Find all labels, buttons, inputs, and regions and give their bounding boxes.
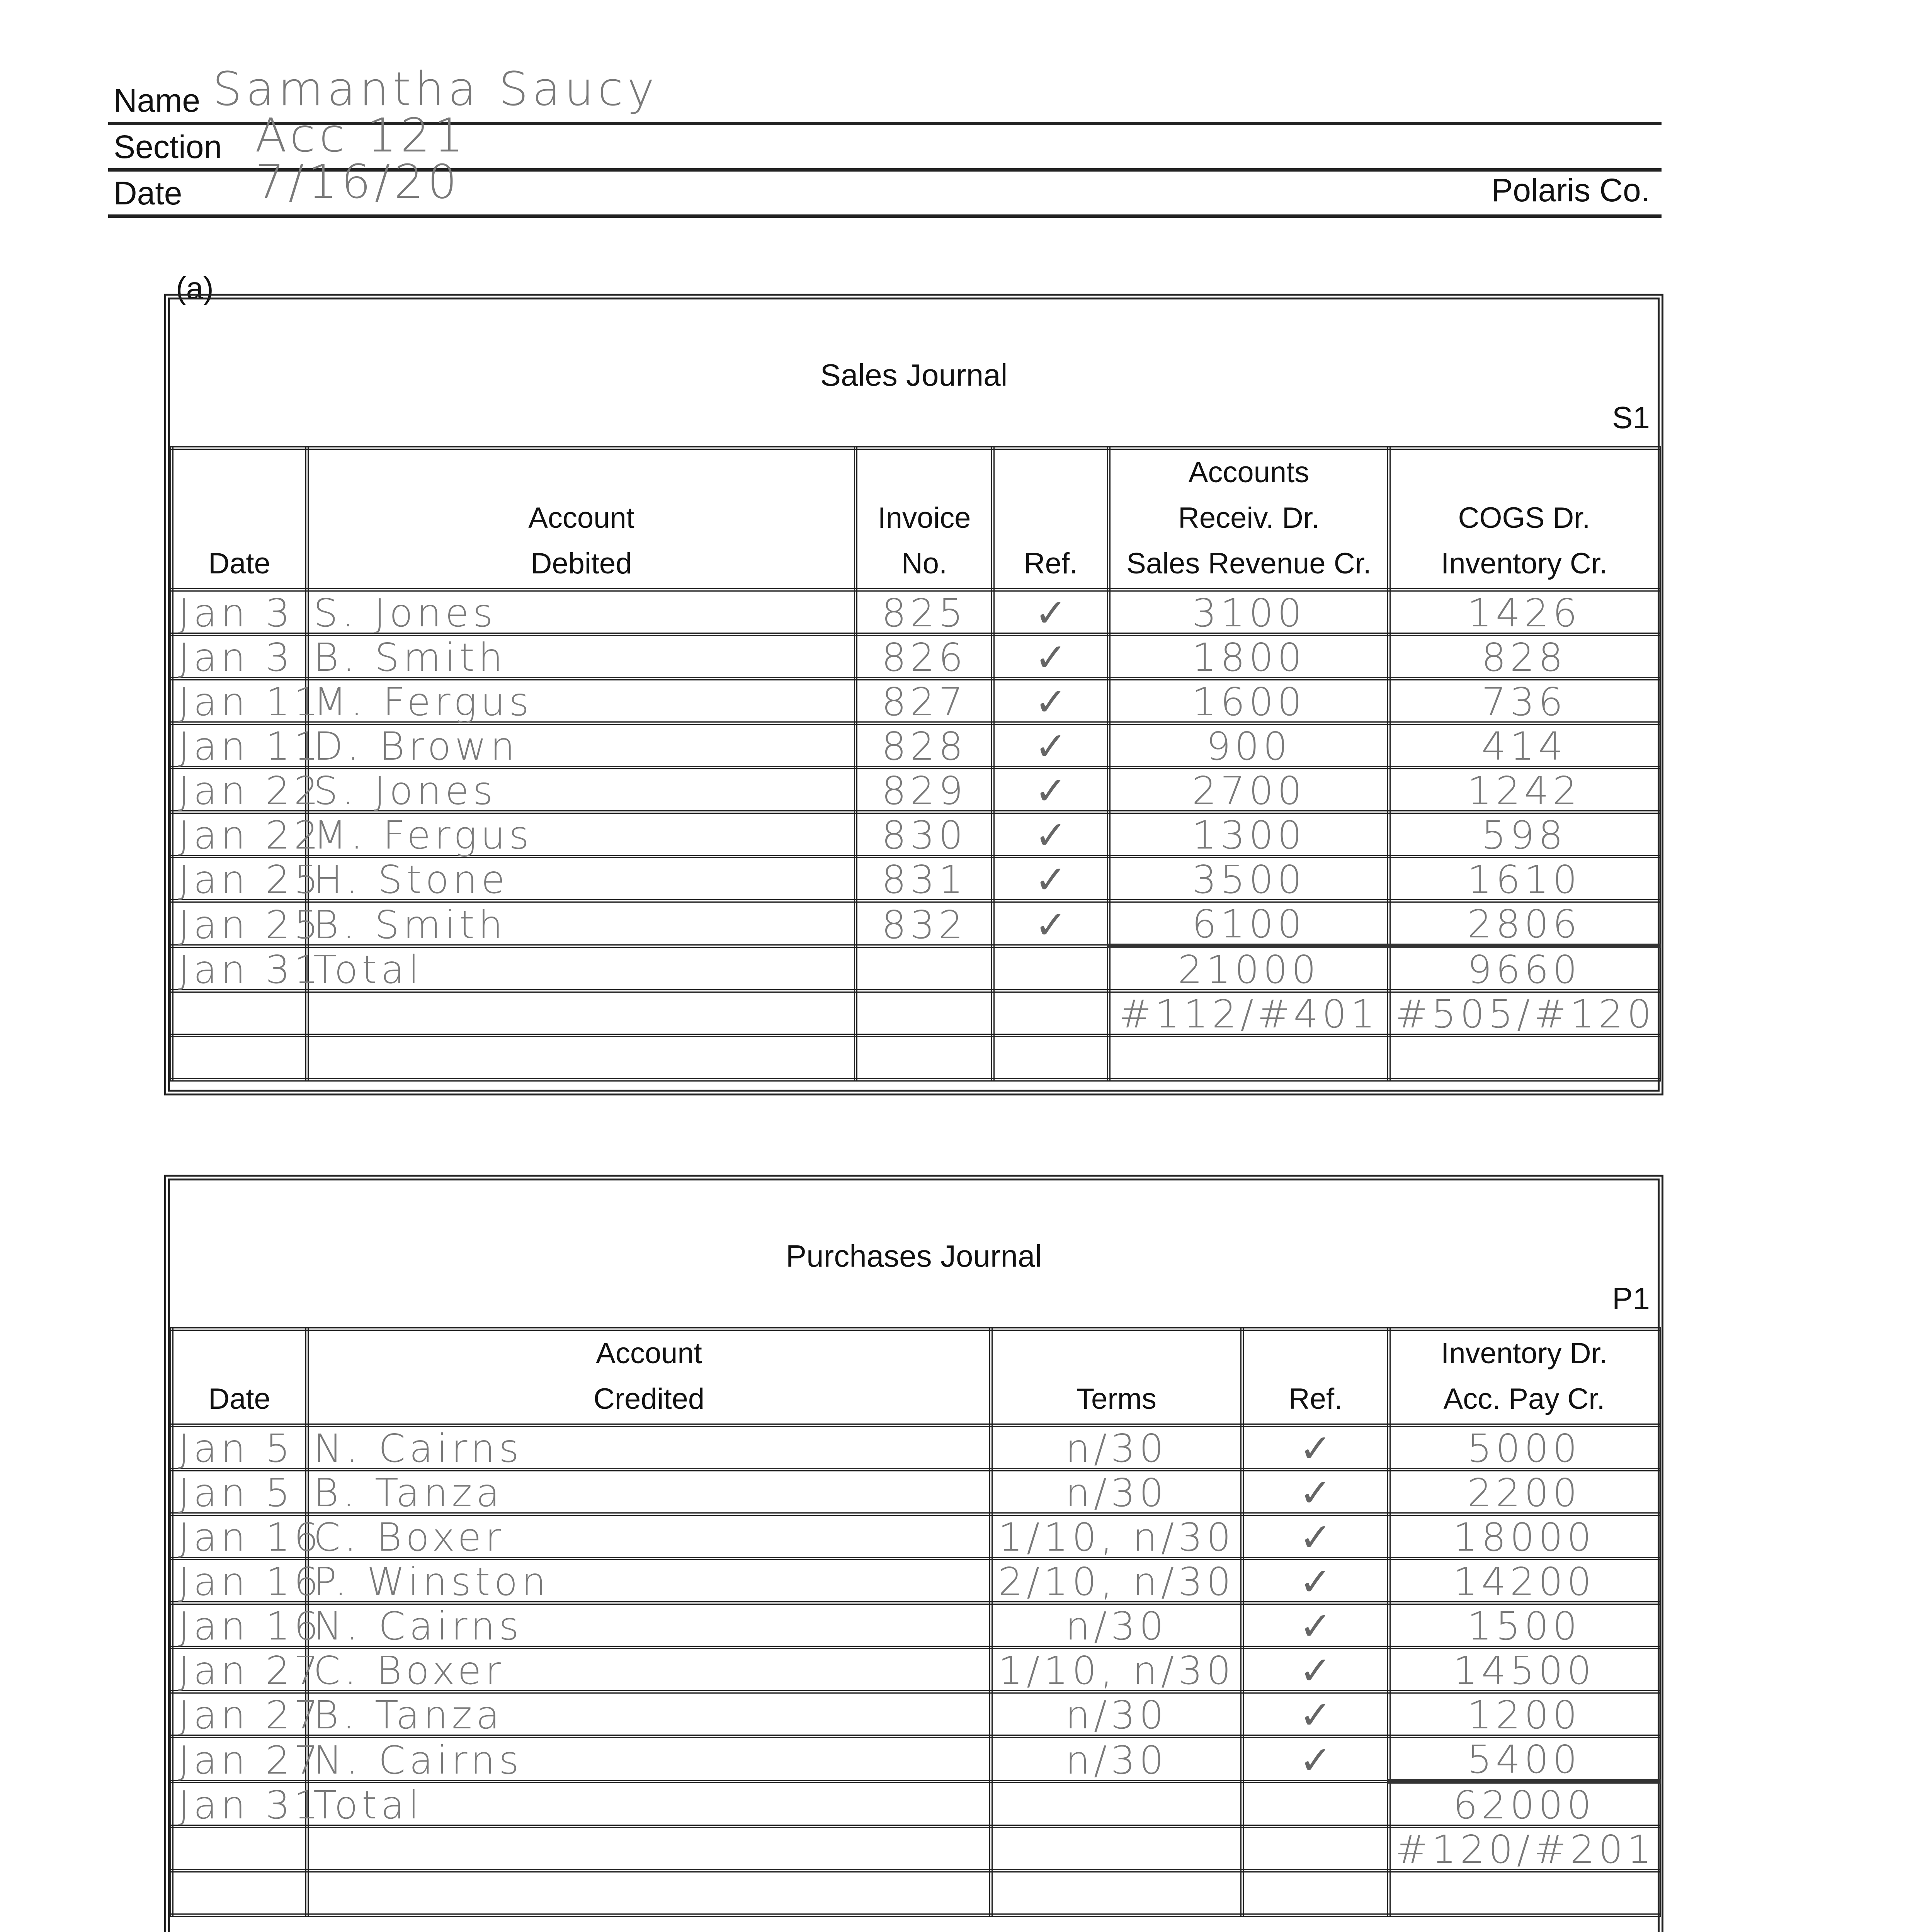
terms-cell — [991, 1781, 1242, 1827]
inventory-amount-cell: 14500 — [1389, 1648, 1660, 1692]
sales-journal-header-row — [172, 448, 1660, 590]
header-invoice-no: Invoice No. — [856, 448, 993, 590]
date-cell: Jan 16 — [172, 1559, 307, 1603]
journal-row — [172, 857, 1660, 901]
ar-amount-cell: #112/#401 — [1109, 991, 1389, 1036]
date-cell: Jan 5 — [172, 1425, 307, 1470]
date-cell: Jan 25 — [172, 857, 307, 901]
cogs-amount-cell: 414 — [1389, 723, 1660, 768]
cogs-amount-cell: 9660 — [1389, 946, 1660, 991]
account-cell: Total — [307, 946, 856, 991]
ref-check-cell: ✓ — [993, 812, 1109, 857]
account-cell: H. Stone — [307, 857, 856, 901]
header-ref: Ref. — [993, 448, 1109, 590]
header-accounts-receivable: Accounts Receiv. Dr. Sales Revenue Cr. — [1109, 448, 1389, 590]
ar-amount-cell — [1109, 1036, 1389, 1080]
account-cell: N. Cairns — [307, 1603, 991, 1648]
account-cell: B. Smith — [307, 634, 856, 679]
invoice-cell: 829 — [856, 768, 993, 812]
sales-journal-title: Sales Journal — [820, 358, 1008, 392]
account-cell: N. Cairns — [307, 1425, 991, 1470]
section-value: Acc 121 — [255, 109, 468, 163]
name-value: Samantha Saucy — [213, 63, 658, 116]
terms-cell: n/30 — [991, 1470, 1242, 1514]
header-cogs: COGS Dr. Inventory Cr. — [1389, 448, 1660, 590]
inventory-amount-cell — [1389, 1871, 1660, 1915]
cogs-amount-cell: 828 — [1389, 634, 1660, 679]
header-inventory-payable: Inventory Dr. Acc. Pay Cr. — [1389, 1329, 1660, 1425]
terms-cell: 1/10, n/30 — [991, 1648, 1242, 1692]
terms-cell: n/30 — [991, 1736, 1242, 1782]
header-terms: Terms — [991, 1329, 1242, 1425]
invoice-cell — [856, 991, 993, 1036]
sales-journal-code: S1 — [1612, 400, 1650, 435]
journal-row — [172, 1692, 1660, 1736]
invoice-cell — [856, 946, 993, 991]
ref-check-cell — [993, 1036, 1109, 1080]
ref-check-cell: ✓ — [993, 679, 1109, 723]
date-label: Date — [114, 175, 182, 211]
ar-amount-cell: 21000 — [1109, 946, 1389, 991]
date-cell — [172, 1871, 307, 1915]
purchases-journal-code: P1 — [1612, 1281, 1650, 1316]
ar-amount-cell: 3500 — [1109, 857, 1389, 901]
date-cell: Jan 22 — [172, 768, 307, 812]
terms-cell — [991, 1871, 1242, 1915]
date-cell: Jan 3 — [172, 634, 307, 679]
journal-row — [172, 1871, 1660, 1915]
ar-amount-cell: 1600 — [1109, 679, 1389, 723]
purchases-journal-title: Purchases Journal — [786, 1239, 1042, 1273]
date-row — [108, 155, 1662, 218]
invoice-cell: 826 — [856, 634, 993, 679]
terms-cell: n/30 — [991, 1603, 1242, 1648]
ref-check-cell: ✓ — [1242, 1514, 1389, 1559]
journal-row — [172, 1827, 1660, 1871]
account-cell: D. Brown — [307, 723, 856, 768]
header-date: Date — [172, 448, 307, 590]
ar-amount-cell: 2700 — [1109, 768, 1389, 812]
ref-check-cell: ✓ — [1242, 1425, 1389, 1470]
account-cell — [307, 1036, 856, 1080]
journal-row — [172, 1425, 1660, 1470]
date-cell — [172, 1827, 307, 1871]
date-cell: Jan 27 — [172, 1648, 307, 1692]
ref-check-cell — [1242, 1871, 1389, 1915]
journal-row — [172, 812, 1660, 857]
date-cell — [172, 1036, 307, 1080]
purchases-journal — [164, 1175, 1663, 1932]
journal-row — [172, 590, 1660, 634]
ref-check-cell: ✓ — [1242, 1648, 1389, 1692]
inventory-amount-cell: 1200 — [1389, 1692, 1660, 1736]
inventory-amount-cell: #120/#201 — [1389, 1827, 1660, 1871]
journal-row — [172, 1470, 1660, 1514]
journal-row — [172, 1648, 1660, 1692]
ar-amount-cell: 1300 — [1109, 812, 1389, 857]
date-cell: Jan 5 — [172, 1470, 307, 1514]
terms-cell: 2/10, n/30 — [991, 1559, 1242, 1603]
purchases-journal-header-row — [172, 1329, 1660, 1425]
ref-check-cell: ✓ — [993, 634, 1109, 679]
journal-row — [172, 768, 1660, 812]
cogs-amount-cell: 1242 — [1389, 768, 1660, 812]
invoice-cell: 827 — [856, 679, 993, 723]
account-cell — [307, 991, 856, 1036]
date-cell: Jan 11 — [172, 723, 307, 768]
ref-check-cell — [1242, 1781, 1389, 1827]
ref-check-cell: ✓ — [1242, 1559, 1389, 1603]
inventory-amount-cell: 5000 — [1389, 1425, 1660, 1470]
company-name: Polaris Co. — [1491, 172, 1650, 208]
header-account-debited: Account Debited — [307, 448, 856, 590]
cogs-amount-cell: 1426 — [1389, 590, 1660, 634]
ar-amount-cell: 1800 — [1109, 634, 1389, 679]
cogs-amount-cell: 2806 — [1389, 901, 1660, 946]
journal-row — [172, 901, 1660, 946]
journal-row — [172, 991, 1660, 1036]
account-cell: Total — [307, 1781, 991, 1827]
account-cell: M. Fergus — [307, 679, 856, 723]
journal-row — [172, 946, 1660, 991]
ref-check-cell: ✓ — [1242, 1692, 1389, 1736]
invoice-cell: 832 — [856, 901, 993, 946]
invoice-cell — [856, 1036, 993, 1080]
ref-check-cell: ✓ — [993, 857, 1109, 901]
inventory-amount-cell: 1500 — [1389, 1603, 1660, 1648]
date-cell: Jan 25 — [172, 901, 307, 946]
terms-cell: 1/10, n/30 — [991, 1514, 1242, 1559]
cogs-amount-cell: 1610 — [1389, 857, 1660, 901]
account-cell — [307, 1871, 991, 1915]
account-cell: N. Cairns — [307, 1736, 991, 1782]
journal-row — [172, 1036, 1660, 1080]
ref-check-cell: ✓ — [993, 768, 1109, 812]
account-cell: M. Fergus — [307, 812, 856, 857]
sales-journal — [164, 294, 1663, 1095]
inventory-amount-cell: 18000 — [1389, 1514, 1660, 1559]
date-cell: Jan 31 — [172, 1781, 307, 1827]
section-label: Section — [114, 129, 222, 165]
invoice-cell: 825 — [856, 590, 993, 634]
account-cell: S. Jones — [307, 768, 856, 812]
journal-row — [172, 1736, 1660, 1782]
ref-check-cell: ✓ — [993, 901, 1109, 946]
account-cell: P. Winston — [307, 1559, 991, 1603]
account-cell: S. Jones — [307, 590, 856, 634]
ref-check-cell: ✓ — [1242, 1470, 1389, 1514]
ref-check-cell — [993, 946, 1109, 991]
date-cell: Jan 3 — [172, 590, 307, 634]
date-cell: Jan 16 — [172, 1603, 307, 1648]
invoice-cell: 830 — [856, 812, 993, 857]
account-cell: B. Tanza — [307, 1470, 991, 1514]
account-cell: B. Smith — [307, 901, 856, 946]
journal-row — [172, 723, 1660, 768]
terms-cell — [991, 1827, 1242, 1871]
ref-check-cell: ✓ — [993, 723, 1109, 768]
account-cell: C. Boxer — [307, 1514, 991, 1559]
purchases-journal-table — [170, 1327, 1661, 1917]
ref-check-cell — [993, 991, 1109, 1036]
journal-row — [172, 1559, 1660, 1603]
inventory-amount-cell: 2200 — [1389, 1470, 1660, 1514]
ref-check-cell — [1242, 1827, 1389, 1871]
ref-check-cell: ✓ — [993, 590, 1109, 634]
cogs-amount-cell — [1389, 1036, 1660, 1080]
date-cell: Jan 27 — [172, 1736, 307, 1782]
account-cell — [307, 1827, 991, 1871]
date-value: 7/16/20 — [255, 155, 461, 209]
cogs-amount-cell: #505/#120 — [1389, 991, 1660, 1036]
date-cell: Jan 27 — [172, 1692, 307, 1736]
journal-row — [172, 1603, 1660, 1648]
header-date: Date — [172, 1329, 307, 1425]
header-ref: Ref. — [1242, 1329, 1389, 1425]
header-account-credited: Account Credited — [307, 1329, 991, 1425]
date-cell: Jan 11 — [172, 679, 307, 723]
journal-row — [172, 679, 1660, 723]
ref-check-cell: ✓ — [1242, 1736, 1389, 1782]
inventory-amount-cell: 62000 — [1389, 1781, 1660, 1827]
invoice-cell: 831 — [856, 857, 993, 901]
ar-amount-cell: 3100 — [1109, 590, 1389, 634]
date-cell: Jan 16 — [172, 1514, 307, 1559]
sales-journal-table — [170, 446, 1661, 1082]
inventory-amount-cell: 5400 — [1389, 1736, 1660, 1782]
ar-amount-cell: 6100 — [1109, 901, 1389, 946]
date-cell: Jan 22 — [172, 812, 307, 857]
cogs-amount-cell: 598 — [1389, 812, 1660, 857]
journal-row — [172, 1781, 1660, 1827]
name-label: Name — [114, 82, 201, 119]
ref-check-cell: ✓ — [1242, 1603, 1389, 1648]
account-cell: C. Boxer — [307, 1648, 991, 1692]
cogs-amount-cell: 736 — [1389, 679, 1660, 723]
ar-amount-cell: 900 — [1109, 723, 1389, 768]
date-cell: Jan 31 — [172, 946, 307, 991]
journal-row — [172, 634, 1660, 679]
inventory-amount-cell: 14200 — [1389, 1559, 1660, 1603]
date-cell — [172, 991, 307, 1036]
journal-row — [172, 1514, 1660, 1559]
terms-cell: n/30 — [991, 1692, 1242, 1736]
part-label: (a) — [176, 271, 214, 305]
invoice-cell: 828 — [856, 723, 993, 768]
account-cell: B. Tanza — [307, 1692, 991, 1736]
terms-cell: n/30 — [991, 1425, 1242, 1470]
